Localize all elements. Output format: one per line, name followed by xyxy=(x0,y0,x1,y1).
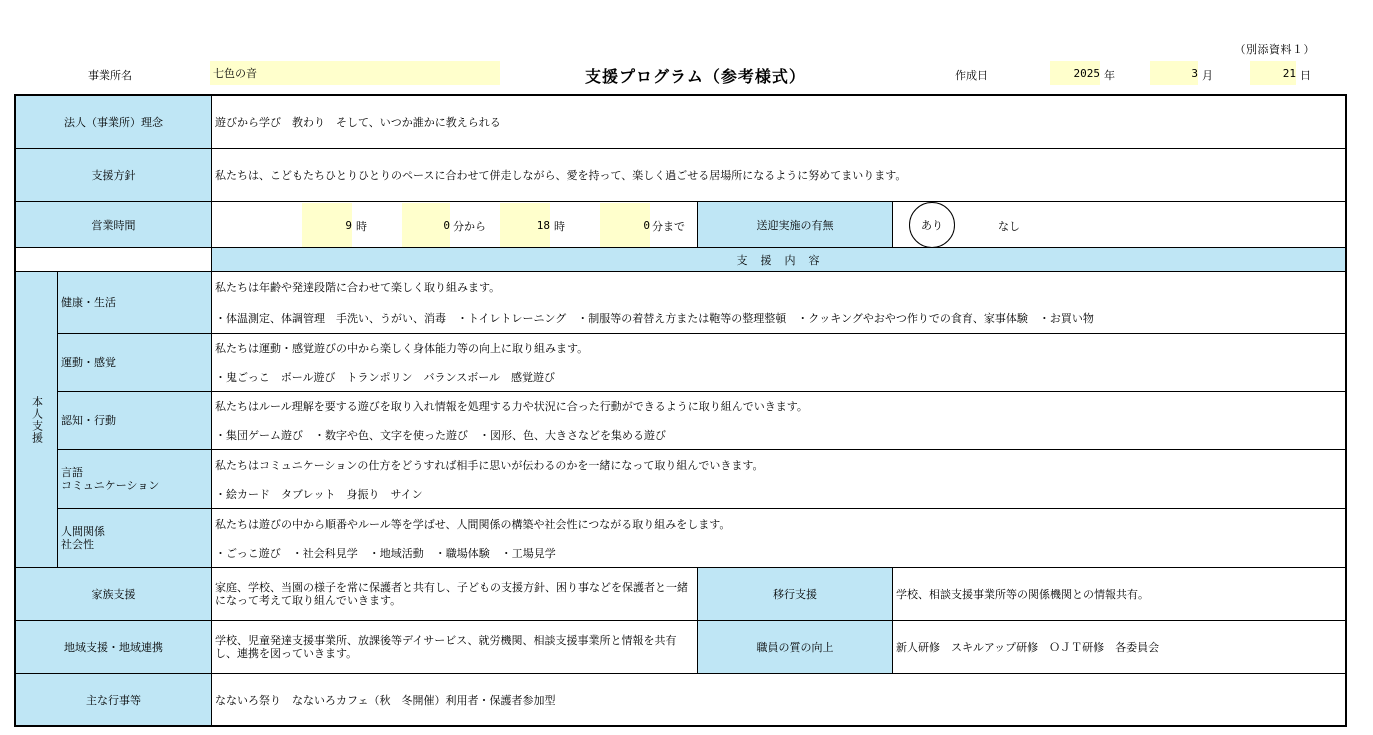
family-support-value: 家庭、学校、当園の様子を常に保護者と共有し、子どもの支援方針、困り事などを保護者と一緒になって考えて取り組んでいきます。 xyxy=(215,581,688,607)
support-row-line2: ・ごっこ遊び ・社会科見学 ・地域活動 ・職場体験 ・工場見学 xyxy=(215,546,556,560)
office-name-value: 七色の音 xyxy=(213,67,257,80)
events-value: なないろ祭り なないろカフェ（秋 冬開催）利用者・保護者参加型 xyxy=(215,693,556,707)
month-unit: 月 xyxy=(1202,69,1213,82)
support-header-blank xyxy=(16,248,212,272)
transport-yes-option[interactable] xyxy=(909,202,955,248)
end-minute-field[interactable] xyxy=(600,203,650,247)
end-minute-value: 0 xyxy=(643,218,650,232)
day-unit: 日 xyxy=(1300,69,1311,82)
end-minute-unit: 分まで xyxy=(652,220,685,233)
events-label: 主な行事等 xyxy=(16,674,212,725)
support-row-line1: 私たちは年齢や発達段階に合わせて楽しく取り組みます。 xyxy=(215,281,501,295)
end-hour-unit: 時 xyxy=(554,220,565,233)
policy-value-cell[interactable] xyxy=(212,149,1345,202)
support-row-line1: 私たちはルール理解を要する遊びを取り入れ情報を処理する力や状況に合った行動ができるように取り組んでいきます。 xyxy=(215,400,808,414)
family-support-label: 家族支援 xyxy=(16,568,212,621)
community-support-cell[interactable] xyxy=(212,621,697,674)
month-value: 3 xyxy=(1191,66,1198,80)
self-support-label: 本人支援 xyxy=(30,395,44,444)
community-support-value: 学校、児童発達支援事業所、放課後等デイサービス、就労機関、相談支援事業所と情報を共有し、連携を図っていきます。 xyxy=(215,634,677,660)
support-row-label-text: 言語 コミュニケーション xyxy=(61,466,160,492)
start-minute-value: 0 xyxy=(443,218,450,232)
month-field[interactable] xyxy=(1150,61,1198,85)
support-row-label xyxy=(58,272,212,334)
office-name-label: 事業所名 xyxy=(88,69,132,82)
start-hour-field[interactable] xyxy=(302,203,352,247)
support-row-line2: ・絵カード タブレット 身振り サイン xyxy=(215,487,423,501)
transition-support-cell[interactable] xyxy=(893,568,1345,621)
support-row-content[interactable] xyxy=(212,509,1345,568)
support-row-line2: ・体温測定、体調管理 手洗い、うがい、消毒 ・トイレトレーニング ・制服等の着替え方または鞄等の整理整頓 ・クッキングやおやつ作りでの食育、家事体験 ・お買い物 xyxy=(215,311,1094,325)
philosophy-label: 法人（事業所）理念 xyxy=(16,96,212,149)
support-row-line1: 私たちはコミュニケーションの仕方をどうすれば相手に思いが伝わるのかを一緒になって取り組んでいきます。 xyxy=(215,458,764,472)
start-hour-value: 9 xyxy=(345,218,352,232)
support-row-content[interactable] xyxy=(212,450,1345,509)
support-row-line2: ・鬼ごっこ ボール遊び トランポリン バランスボール 感覚遊び xyxy=(215,370,556,384)
self-support-label-cell xyxy=(16,272,58,568)
staff-quality-label: 職員の質の向上 xyxy=(697,621,893,674)
support-row-content[interactable] xyxy=(212,392,1345,450)
transport-no-option[interactable]: なし xyxy=(998,220,1020,233)
support-row-line1: 私たちは運動・感覚遊びの中から楽しく身体能力等の向上に取り組みます。 xyxy=(215,342,589,356)
events-cell[interactable] xyxy=(212,674,1345,725)
transport-yes-label: あり xyxy=(921,219,943,232)
support-row-label-text: 人間関係 社会性 xyxy=(61,525,105,551)
year-value: 2025 xyxy=(1073,66,1100,80)
hours-label: 営業時間 xyxy=(16,202,212,248)
end-hour-field[interactable] xyxy=(500,203,550,247)
support-row-content[interactable] xyxy=(212,272,1345,334)
support-row-label xyxy=(58,509,212,568)
support-row-line2: ・集団ゲーム遊び ・数字や色、文字を使った遊び ・図形、色、大きさなどを集める遊び xyxy=(215,428,666,442)
family-support-cell[interactable] xyxy=(212,568,697,621)
support-row-label-text: 運動・感覚 xyxy=(61,356,116,369)
year-unit: 年 xyxy=(1104,69,1115,82)
transport-cell xyxy=(893,202,1345,248)
end-hour-value: 18 xyxy=(536,218,550,232)
policy-label: 支援方針 xyxy=(16,149,212,202)
philosophy-value-cell[interactable] xyxy=(212,96,1345,149)
office-name-field[interactable] xyxy=(210,61,500,85)
start-hour-unit: 時 xyxy=(356,220,367,233)
transition-support-value: 学校、相談支援事業所等の関係機関との情報共有。 xyxy=(896,588,1149,601)
day-field[interactable] xyxy=(1250,61,1296,85)
support-row-label-text: 健康・生活 xyxy=(61,296,116,309)
community-support-label: 地域支援・地域連携 xyxy=(16,621,212,674)
support-row-label xyxy=(58,392,212,450)
support-row-label-text: 認知・行動 xyxy=(61,414,116,427)
staff-quality-value: 新人研修 スキルアップ研修 ＯＪＴ研修 各委員会 xyxy=(896,641,1160,654)
support-content-header: 支 援 内 容 xyxy=(212,248,1345,272)
support-row-content[interactable] xyxy=(212,334,1345,392)
support-row-label xyxy=(58,450,212,509)
attachment-note: （別添資料１） xyxy=(1234,43,1315,56)
policy-value: 私たちは、こどもたちひとりひとりのペースに合わせて併走しながら、愛を持って、楽しく過ごせる居場所になるように努めてまいります。 xyxy=(215,169,907,182)
start-minute-field[interactable] xyxy=(402,203,450,247)
support-row-line1: 私たちは遊びの中から順番やルール等を学ばせ、人間関係の構築や社会性につながる取り組みをします。 xyxy=(215,517,731,531)
support-row-label xyxy=(58,334,212,392)
staff-quality-cell[interactable] xyxy=(893,621,1345,674)
day-value: 21 xyxy=(1282,66,1296,80)
page-title: 支援プログラム（参考様式） xyxy=(585,67,806,86)
created-date-label: 作成日 xyxy=(955,69,988,82)
philosophy-value: 遊びから学び 教わり そして、いつか誰かに教えられる xyxy=(215,116,501,129)
transition-support-label: 移行支援 xyxy=(697,568,893,621)
start-minute-unit: 分から xyxy=(453,220,486,233)
year-field[interactable] xyxy=(1050,61,1100,85)
transport-label: 送迎実施の有無 xyxy=(697,202,893,248)
